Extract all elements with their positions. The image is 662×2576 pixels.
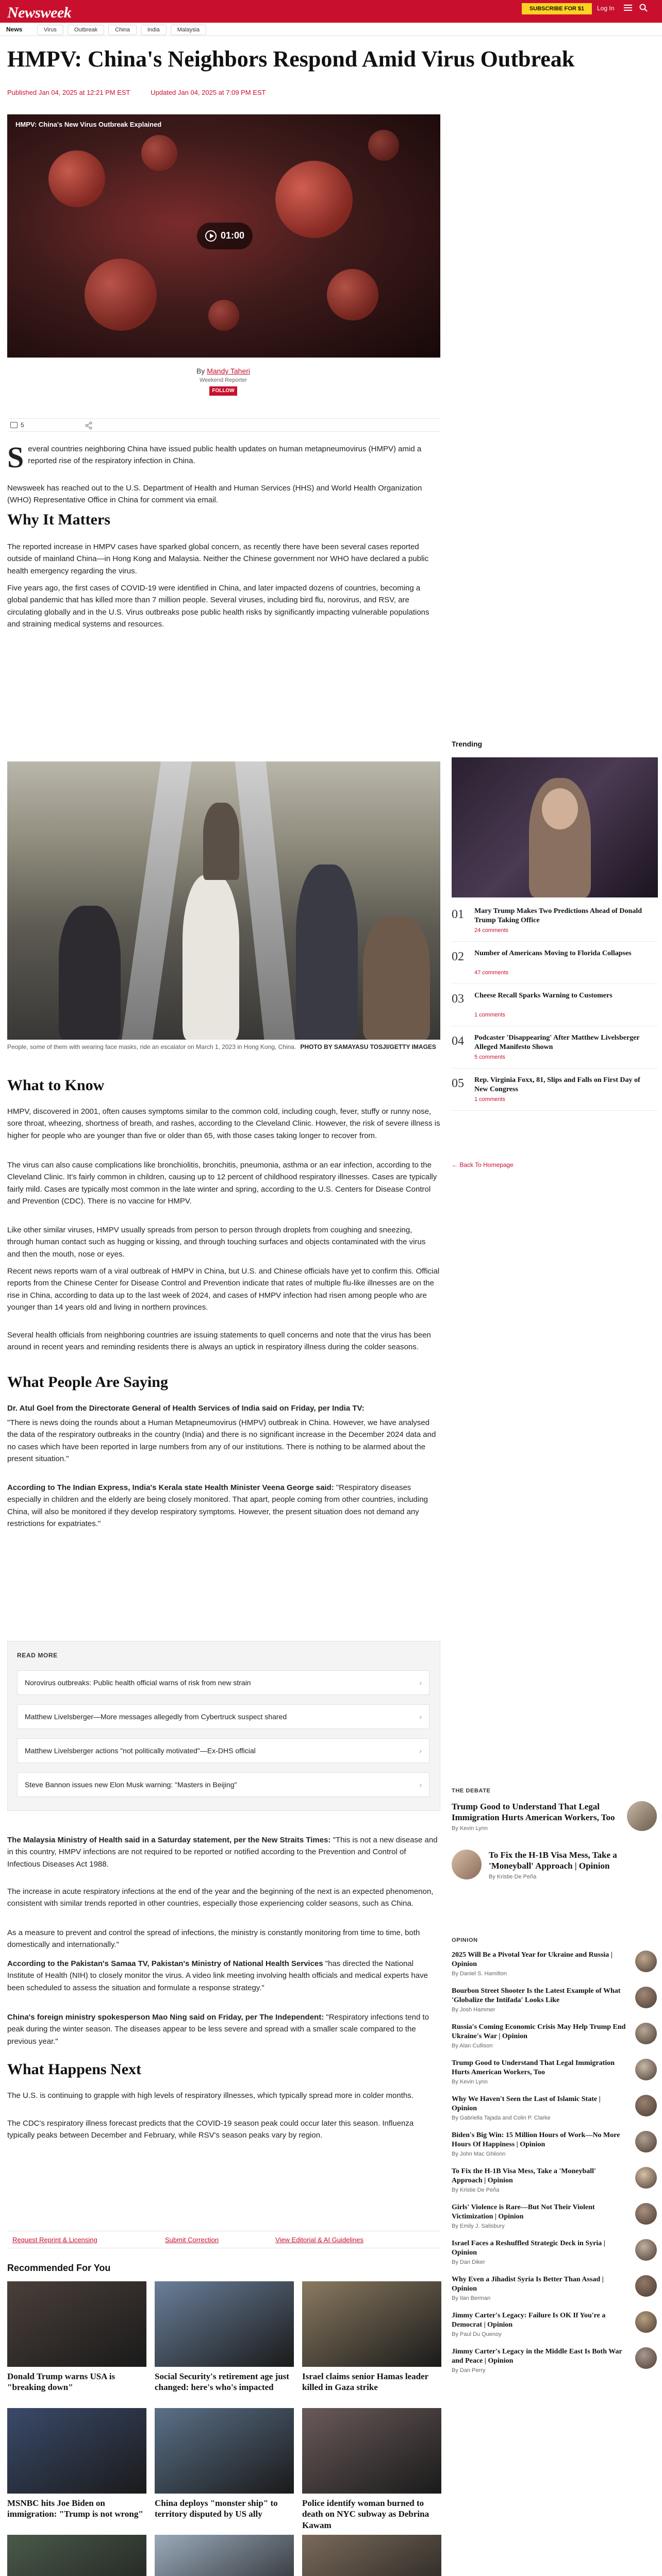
topic-pill-india[interactable]: India — [141, 25, 167, 35]
intro-paragraph: Several countries neighboring China have issued public health updates on human metapneumovirus (HMPV) amid a reported rise of the respiratory infection in China. — [7, 440, 422, 474]
trending-title: Mary Trump Makes Two Predictions Ahead of Donald Trump Taking Office — [474, 907, 642, 925]
recommended-title: Israel claims senior Hamas leader killed in Gaza strike — [302, 2371, 428, 2393]
avatar — [635, 2239, 657, 2261]
comment-icon[interactable] — [10, 422, 18, 428]
quote-4: "has directed the National Institute of Health (NIH) to closely monitor the virus. A video link meeting involving health officials and medical experts have been scheduled to assess the situation and formulate a response strategy." — [7, 1959, 428, 1992]
read-more-label: READ MORE — [17, 1652, 58, 1659]
submit-correction-link[interactable]: Submit Correction — [165, 2236, 219, 2244]
avatar — [635, 2347, 657, 2369]
avatar — [635, 2311, 657, 2333]
reached-out-paragraph: Newsweek has reached out to the U.S. Department of Health and Human Services (HHS) and World Health Organization (WHO) Representative Office in China for comment via email. — [7, 484, 422, 505]
avatar — [635, 2023, 657, 2044]
debate-label: THE DEBATE — [452, 1788, 491, 1794]
subscribe-button[interactable]: SUBSCRIBE FOR $1 — [522, 3, 592, 14]
read-more-item[interactable]: Norovirus outbreaks: Public health official warns of risk from new strain › — [17, 1670, 429, 1695]
quote-2-lead: According to The Indian Express, India's Kerala state Health Minister Veena George said: — [7, 1483, 334, 1492]
opinion-item[interactable] — [452, 2239, 658, 2265]
opinion-author: By Paul Du Quenoy — [452, 2331, 502, 2338]
quote-4-lead: According to the Pakistan's Samaa TV, Pakistan's Ministry of National Health Services — [7, 1959, 323, 1968]
updated-date: Updated Jan 04, 2025 at 7:09 PM EST — [151, 89, 266, 96]
trending-item[interactable] — [452, 1075, 658, 1111]
quote-2: "Respiratory diseases especially in children and the elderly are being closely monitored. That apart, people coming from other countries, including China, will also be monitored if they develop respiratory symptoms. However, the present situation does not demand any restrictions for expatriates." — [7, 1483, 428, 1528]
trending-comments[interactable]: 24 comments — [474, 927, 509, 934]
trending-rank: 01 — [452, 908, 464, 921]
author-link[interactable]: Mandy Taheri — [207, 367, 251, 375]
quote-1-lead: Dr. Atul Goel from the Directorate General of Health Services of India said on Friday, per India TV: — [7, 1404, 365, 1413]
recommended-label: Recommended For You — [7, 2263, 111, 2273]
debate-item[interactable] — [452, 1801, 658, 1832]
quote-3c: As a measure to prevent and control the spread of infections, the ministry is constantly monitoring from time to time, both domestically and internationally." — [7, 1928, 420, 1950]
quote-2-block — [7, 1482, 440, 1530]
topic-pills — [37, 25, 206, 35]
opinion-title: Bourbon Street Shooter Is the Latest Example of What 'Globalize the Intifada' Looks Like — [452, 1987, 621, 2005]
trending-comments[interactable]: 47 comments — [474, 970, 509, 976]
play-button[interactable] — [197, 223, 253, 249]
search-icon[interactable] — [639, 4, 648, 12]
trending-rank: 02 — [452, 950, 464, 963]
opinion-author: By Kevin Lynn — [452, 2079, 488, 2086]
heading-what-people-are-saying: What People Are Saying — [7, 1374, 168, 1391]
menu-icon[interactable] — [624, 5, 632, 11]
follow-button[interactable]: FOLLOW — [209, 386, 237, 396]
trending-item[interactable] — [452, 1032, 658, 1069]
recommended-title: Social Security's retirement age just changed: here's who's impacted — [155, 2371, 289, 2393]
recommended-title: China deploys "monster ship" to territory disputed by US ally — [155, 2498, 278, 2519]
article-photo — [7, 761, 440, 1040]
debate-title: Trump Good to Understand That Legal Immigration Hurts American Workers, Too — [452, 1802, 615, 1823]
avatar — [635, 2095, 657, 2116]
trending-label: Trending — [452, 740, 483, 748]
author-role: Weekend Reporter — [199, 377, 247, 383]
opinion-title: Why We Haven't Seen the Last of Islamic State | Opinion — [452, 2095, 601, 2113]
topic-pill-virus[interactable]: Virus — [37, 25, 63, 35]
share-row — [7, 418, 440, 432]
opinion-author: By Dan Perry — [452, 2367, 486, 2374]
trending-image[interactable] — [452, 757, 658, 897]
opinion-title: Israel Faces a Reshuffled Strategic Deck in Syria | Opinion — [452, 2240, 605, 2257]
recommended-card[interactable] — [302, 2281, 441, 2393]
opinion-author: By Dan Diker — [452, 2259, 485, 2266]
newsweek-logo[interactable]: Newsweek — [7, 4, 72, 21]
quote-5: "Respiratory infections tend to peak during the winter season. The diseases appear to be less severe and spread with a smaller scale compared to the previous year." — [7, 2013, 429, 2046]
know-paragraph-1: HMPV, discovered in 2001, often causes symptoms similar to the common cold, including cough, fever, stuffy or runny nose, sore throat, wheezing, shortness of breath, and rashes, according to the Cleveland Clinic. However, the risk of severe illness is higher for people who are younger than five or older than 65, with those cases taking longer to recover from. — [7, 1107, 440, 1140]
read-more-box — [7, 1641, 440, 1811]
back-to-homepage-link[interactable]: ← Back To Homepage — [452, 1161, 514, 1168]
quote-1: "There is news doing the rounds about a Human Metapneumovirus (HMPV) outbreak in China. However, we have analysed the data of the respiratory outbreaks in the country (India) and there is no significant increase in the December 2024 data and no cases which have been reported in large numbers from any of our institutions. There is nothing to be alarmed about the present situation." — [7, 1418, 436, 1463]
play-icon — [205, 230, 217, 242]
avatar — [452, 1850, 482, 1879]
recommended-card[interactable] — [302, 2408, 441, 2531]
trending-title: Cheese Recall Sparks Warning to Customers — [474, 992, 613, 999]
read-more-item[interactable]: Matthew Livelsberger—More messages allegedly from Cybertruck suspect shared › — [17, 1704, 429, 1729]
recommended-card[interactable] — [302, 2535, 441, 2576]
opinion-title: 2025 Will Be a Pivotal Year for Ukraine and Russia | Opinion — [452, 1951, 613, 1969]
opinion-title: Russia's Coming Economic Crisis May Help Trump End Ukraine's War | Opinion — [452, 2023, 626, 2041]
avatar — [635, 1987, 657, 2008]
recommended-card[interactable] — [155, 2535, 294, 2576]
photo-caption: People, some of them with wearing face masks, ride an escalator on March 1, 2023 in Hong Kong, China. PHOTO BY SAMAYASU TOSJI/GETTY IMAGES — [7, 1043, 436, 1050]
avatar — [635, 2059, 657, 2080]
debate-title: To Fix the H-1B Visa Mess, Take a 'Moneyball' Approach | Opinion — [489, 1850, 617, 1871]
recommended-card[interactable] — [7, 2281, 146, 2393]
topic-pill-outbreak[interactable]: Outbreak — [68, 25, 104, 35]
opinion-label: OPINION — [452, 1937, 478, 1943]
recommended-title: Police identify woman burned to death on NYC subway as Debrina Kawam — [302, 2498, 429, 2530]
debate-item[interactable] — [452, 1850, 658, 1880]
drop-cap: S — [7, 440, 24, 474]
opinion-author: By Kristie De Peña — [452, 2187, 500, 2194]
opinion-item[interactable] — [452, 2311, 658, 2337]
recommended-card[interactable] — [7, 2535, 146, 2576]
byline: By Mandy Taheri — [196, 367, 251, 375]
quote-3: "This is not a new disease and in this country, HMPV infections are not required to be reported or notified according to the Prevention and Control of Infectious Diseases Act 1988. — [7, 1836, 438, 1869]
opinion-author: By Emily J. Salisbury — [452, 2223, 505, 2230]
login-link[interactable]: Log In — [597, 5, 615, 12]
trending-rank: 03 — [452, 992, 464, 1006]
chevron-right-icon: › — [419, 1747, 422, 1755]
debate-author: By Kevin Lynn — [452, 1825, 488, 1832]
opinion-author: By Gabriella Tajada and Colin P. Clarke — [452, 2115, 551, 2122]
chevron-right-icon: › — [419, 1713, 422, 1721]
heading-what-to-know: What to Know — [7, 1077, 105, 1094]
trending-title: Rep. Virginia Foxx, 81, Slips and Falls on First Day of New Congress — [474, 1076, 640, 1094]
avatar — [635, 2275, 657, 2297]
opinion-author: By Josh Hammer — [452, 2007, 495, 2013]
opinion-item[interactable] — [452, 1987, 658, 2013]
opinion-title: Jimmy Carter's Legacy: Failure Is OK If You're a Democrat | Opinion — [452, 2312, 606, 2329]
opinion-item[interactable] — [452, 2347, 658, 2374]
share-icon[interactable] — [85, 421, 93, 430]
avatar — [635, 2203, 657, 2225]
topic-pill-malaysia[interactable]: Malaysia — [171, 25, 206, 35]
editorial-guidelines-link[interactable]: View Editorial & AI Guidelines — [275, 2236, 364, 2244]
recommended-image — [7, 2408, 146, 2494]
recommended-title: Donald Trump warns USA is "breaking down" — [7, 2371, 115, 2393]
headline: HMPV: China's Neighbors Respond Amid Virus Outbreak — [7, 46, 575, 72]
trending-rank: 04 — [452, 1035, 464, 1048]
recommended-image — [7, 2281, 146, 2367]
recommended-card[interactable] — [7, 2408, 146, 2520]
opinion-author: By John Mac Ghlionn — [452, 2151, 506, 2158]
opinion-title: Trump Good to Understand That Legal Immigration Hurts American Workers, Too — [452, 2059, 615, 2077]
published-date: Published Jan 04, 2025 at 12:21 PM EST — [7, 89, 130, 96]
know-paragraph-2: The virus can also cause complications like bronchiolitis, bronchitis, pneumonia, asthma or an ear infection, according to the Cleveland Clinic. It's fairly common in children, causing up to 12 percent of childhood respiratory illnesses. Cases are typically fairly mild. Cases are typically most common in the late winter and spring, according to the U.S. Centers for Disease Control and Prevention (CDC). There is no vaccine for HMPV. — [7, 1161, 437, 1206]
video-title: HMPV: China's New Virus Outbreak Explained — [15, 121, 162, 128]
video-duration: 01:00 — [221, 230, 245, 241]
nav-row — [0, 23, 662, 36]
quote-3-block — [7, 1834, 440, 1870]
opinion-item[interactable] — [452, 2203, 658, 2229]
opinion-item[interactable] — [452, 2023, 658, 2049]
opinion-author: By Ilan Berman — [452, 2295, 491, 2302]
recommended-image — [155, 2281, 294, 2367]
opinion-item[interactable] — [452, 1951, 658, 1977]
opinion-title: Biden's Big Win: 15 Million Hours of Work—No More Hours Of Happiness | Opinion — [452, 2131, 620, 2149]
reprint-link[interactable]: Request Reprint & Licensing — [12, 2236, 97, 2244]
recommended-image — [155, 2535, 294, 2576]
opinion-item[interactable] — [452, 2275, 658, 2301]
why-paragraph-2: Five years ago, the first cases of COVID-19 were identified in China, and later impacted dozens of countries, becoming a global pandemic that has killed more than 7 million people. Several viruses, including bird flu, norovirus, and RSV, are circulating globally and in the U.S. Virus outbreaks pose public health risks by significantly impacting vulnerable populations and straining medical systems and resources. — [7, 584, 429, 629]
recommended-title: MSNBC hits Joe Biden on immigration: "Trump is not wrong" — [7, 2498, 143, 2519]
recommended-image — [155, 2408, 294, 2494]
opinion-author: By Daniel S. Hamilton — [452, 1971, 507, 1977]
quote-4-block — [7, 1958, 440, 1994]
recommended-card[interactable] — [155, 2281, 294, 2393]
quote-3-lead: The Malaysia Ministry of Health said in a Saturday statement, per the New Straits Times: — [7, 1836, 331, 1844]
comment-count[interactable]: 5 — [21, 421, 24, 429]
video-player[interactable] — [7, 114, 440, 358]
quote-3b: The increase in acute respiratory infections at the end of the year and the beginning of the next is an expected phenomenon, consistent with similar trends reported in other countries, especially those experiencing colder seasons, such as China. — [7, 1887, 434, 1908]
read-more-item[interactable]: Matthew Livelsberger actions "not politically motivated"—Ex-DHS official › — [17, 1738, 429, 1763]
heading-what-happens-next: What Happens Next — [7, 2061, 142, 2078]
next-paragraph-1: The U.S. is continuing to grapple with high levels of respiratory illnesses, which typically spread more in colder months. — [7, 2091, 413, 2100]
know-paragraph-5: Several health officials from neighboring countries are issuing statements to quell concerns and note that the virus has been around in recent years and reminding residents there is always an uptick in respiratory illness during the colder seasons. — [7, 1331, 431, 1352]
trending-rank: 05 — [452, 1077, 464, 1090]
trending-comments[interactable]: 1 comments — [474, 1012, 505, 1018]
trending-item[interactable] — [452, 948, 658, 984]
recommended-image — [302, 2535, 441, 2576]
opinion-title: Why Even a Jihadist Syria Is Better Than Assad | Opinion — [452, 2276, 604, 2293]
know-paragraph-3: Like other similar viruses, HMPV usually spreads from person to person through droplets from coughing and sneezing, through human contact such as hugging or kissing, and through touching surfaces and objects contaminated with the virus and then the mouth, nose or eyes. — [7, 1226, 426, 1259]
avatar — [635, 2167, 657, 2189]
opinion-title: Jimmy Carter's Legacy in the Middle East Is Both War and Peace | Opinion — [452, 2348, 622, 2365]
trending-comments[interactable]: 5 comments — [474, 1054, 505, 1060]
quote-5-lead: China's foreign ministry spokesperson Mao Ning said on Friday, per The Independent: — [7, 2013, 324, 2022]
chevron-right-icon: › — [419, 1679, 422, 1687]
debate-author: By Kristie De Peña — [489, 1873, 537, 1880]
trending-item[interactable] — [452, 990, 658, 1026]
next-paragraph-2: The CDC's respiratory illness forecast predicts that the COVID-19 season peak could occur later this season. Influenza typically peaks between December and February, while RSV's season peaks vary by region. — [7, 2119, 414, 2140]
trending-title: Podcaster 'Disappearing' After Matthew Livelsberger Alleged Manifesto Shown — [474, 1034, 640, 1052]
opinion-item[interactable] — [452, 2131, 658, 2157]
read-more-item[interactable]: Steve Bannon issues new Elon Musk warning: "Masters in Beijing" › — [17, 1772, 429, 1797]
heading-why-it-matters: Why It Matters — [7, 511, 110, 528]
nav-news[interactable]: News — [6, 26, 23, 33]
opinion-title: Girls' Violence is Rare—But Not Their Violent Victimization | Opinion — [452, 2204, 595, 2221]
opinion-item[interactable] — [452, 2095, 658, 2121]
recommended-image — [302, 2408, 441, 2494]
dateline — [7, 89, 284, 96]
recommended-image — [7, 2535, 146, 2576]
recommended-card[interactable] — [155, 2408, 294, 2520]
opinion-item[interactable] — [452, 2059, 658, 2085]
avatar — [627, 1801, 657, 1831]
trending-item[interactable] — [452, 906, 658, 942]
opinion-title: To Fix the H-1B Visa Mess, Take a 'Moneyball' Approach | Opinion — [452, 2167, 596, 2185]
trending-comments[interactable]: 1 comments — [474, 1096, 505, 1103]
recommended-image — [302, 2281, 441, 2367]
quote-5-block — [7, 2011, 440, 2047]
why-paragraph-1: The reported increase in HMPV cases have sparked global concern, as recently there have been several cases reported outside of mainland China—in Hong Kong and Malaysia. Neither the Chinese government nor WHO have declared a public health emergency regarding the virus. — [7, 543, 429, 575]
opinion-item[interactable] — [452, 2167, 658, 2193]
chevron-right-icon: › — [419, 1781, 422, 1789]
photo-credit: PHOTO BY SAMAYASU TOSJI/GETTY IMAGES — [300, 1043, 436, 1050]
article-footer-links — [7, 2231, 440, 2248]
trending-title: Number of Americans Moving to Florida Collapses — [474, 950, 632, 957]
avatar — [635, 2131, 657, 2153]
opinion-author: By Alan Cullison — [452, 2043, 493, 2049]
avatar — [635, 1951, 657, 1972]
topic-pill-china[interactable]: China — [108, 25, 137, 35]
know-paragraph-4: Recent news reports warn of a viral outbreak of HMPV in China, but U.S. and Chinese officials have yet to confirm this. Official reports from the Chinese Center for Disease Control and Prevention indicate that rates of multiple flu-like illnesses are on the rise in China, according to data up to the last week of 2024, and cases of HMPV infection had risen among people who are younger than 14 years old and living in northern provinces. — [7, 1267, 440, 1312]
